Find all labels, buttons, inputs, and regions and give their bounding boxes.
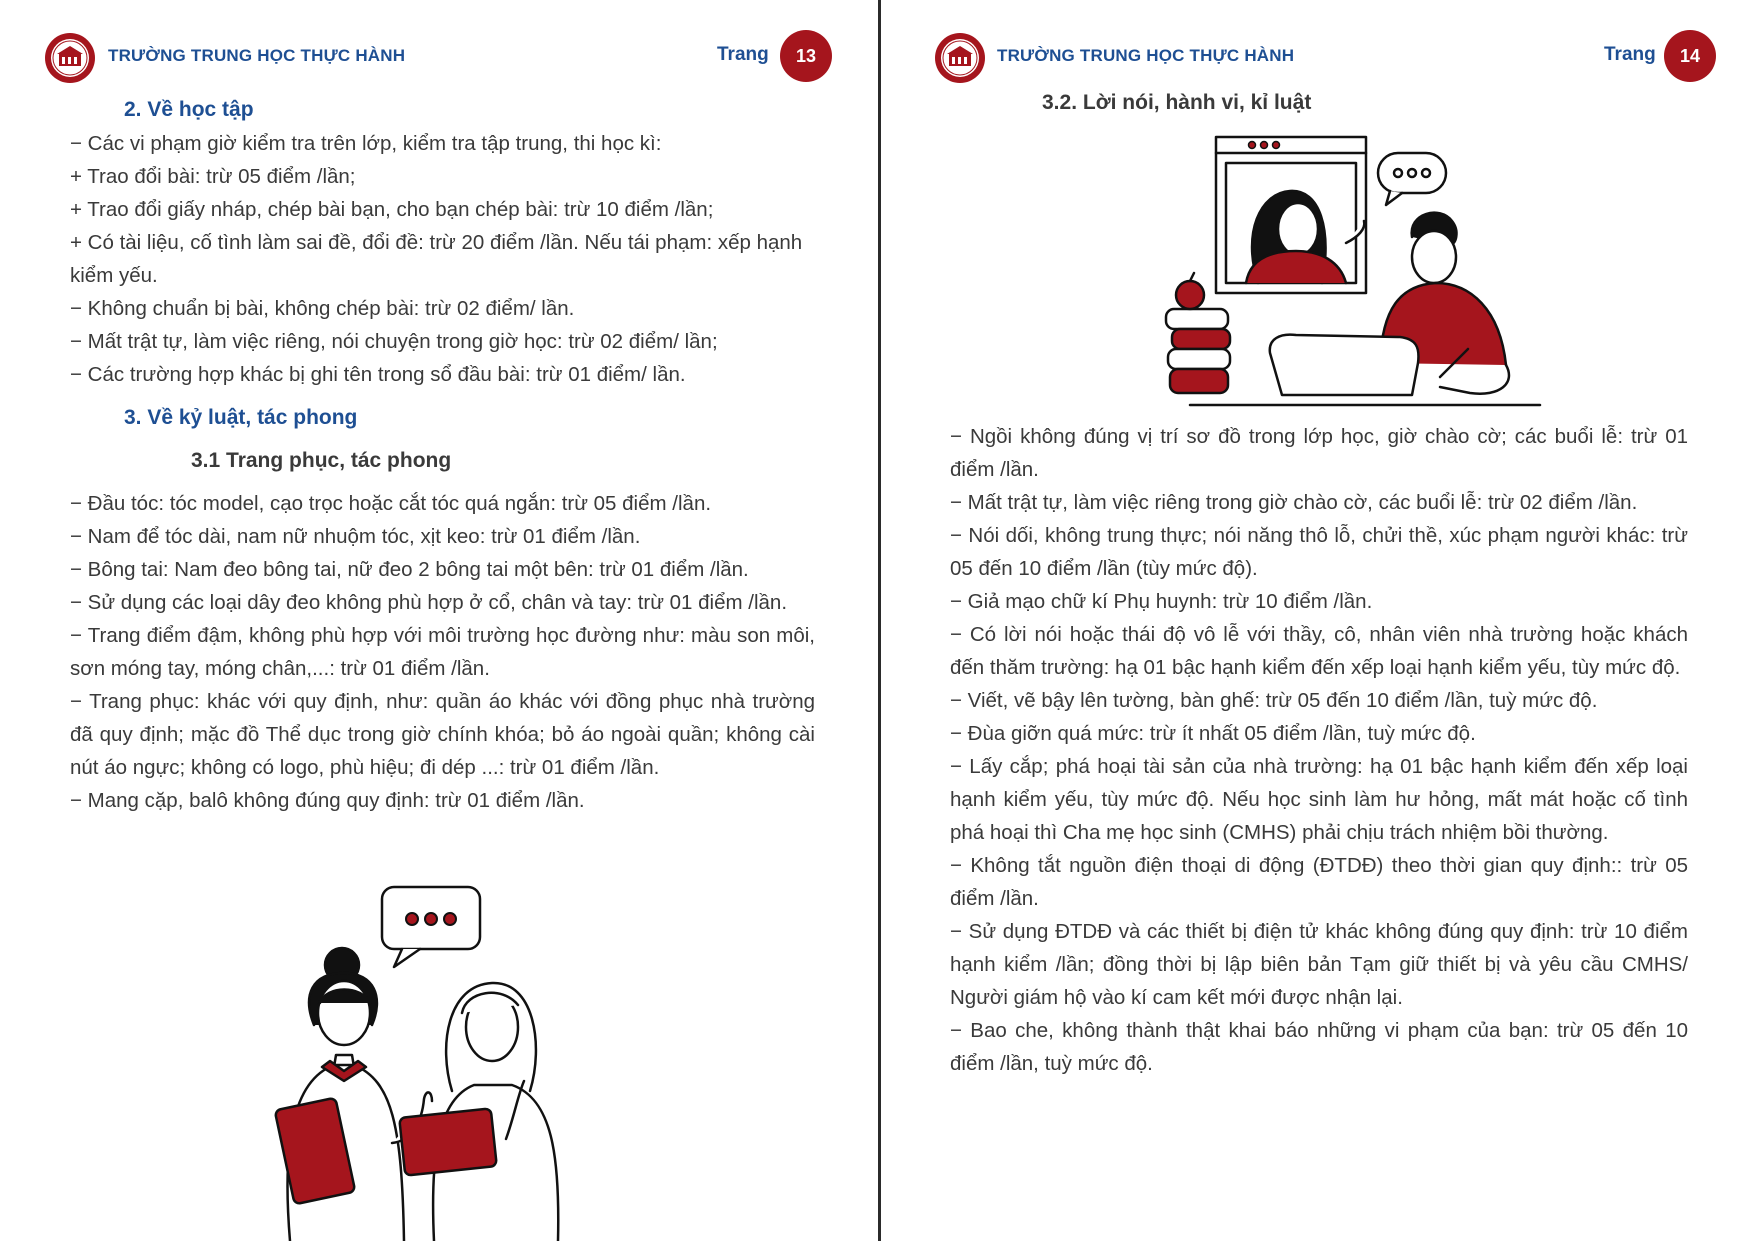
page-label: Trang — [717, 44, 769, 65]
list-item: + Trao đổi giấy nháp, chép bài bạn, cho bạn chép bài: trừ 10 điểm /lần; — [70, 198, 714, 221]
school-name: TRƯỜNG TRUNG HỌC THỰC HÀNH — [108, 46, 406, 65]
heading-discipline: 3. Về kỷ luật, tác phong — [124, 406, 358, 429]
study-rules-list — [70, 127, 810, 391]
online-learning-illustration — [1150, 133, 1550, 415]
list-item: + Trao đổi bài: trừ 05 điểm /lần; — [70, 165, 356, 188]
page-label: Trang — [1604, 44, 1656, 65]
list-item: − Mất trật tự, làm việc riêng trong giờ chào cờ, các buổi lễ: trừ 02 điểm /lần. — [950, 491, 1638, 514]
heading-conduct: 3.2. Lời nói, hành vi, kỉ luật — [1042, 91, 1312, 114]
page-number-badge: 13 — [780, 30, 832, 82]
list-item: − Ngồi không đúng vị trí sơ đồ trong lớp học, giờ chào cờ; các buổi lễ: trừ 01 điểm /lần. — [950, 425, 1688, 481]
list-item: − Trang phục: khác với quy định, như: quần áo khác với đồng phục nhà trường đã quy định; mặc đồ Thể dục trong giờ chính khóa; bỏ áo ngoài quần; không cài nút áo ngực; không có logo, phù hiệu; đi dép ...: trừ 01 điểm /lần. — [70, 690, 815, 779]
attire-rules-list — [70, 487, 815, 817]
school-name: TRƯỜNG TRUNG HỌC THỰC HÀNH — [997, 46, 1295, 65]
list-item: − Giả mạo chữ kí Phụ huynh: trừ 10 điểm /lần. — [950, 590, 1373, 613]
list-item: − Bao che, không thành thật khai báo những vi phạm của bạn: trừ 05 đến 10 điểm /lần, tuỳ mức độ. — [950, 1019, 1688, 1075]
list-item: − Các vi phạm giờ kiểm tra trên lớp, kiểm tra tập trung, thi học kì: — [70, 132, 662, 155]
heading-study: 2. Về học tập — [124, 98, 254, 121]
list-item: − Các trường hợp khác bị ghi tên trong sổ đầu bài: trừ 01 điểm/ lần. — [70, 363, 686, 386]
list-item: − Mất trật tự, làm việc riêng, nói chuyện trong giờ học: trừ 02 điểm/ lần; — [70, 330, 718, 353]
list-item: − Mang cặp, balô không đúng quy định: trừ 01 điểm /lần. — [70, 789, 585, 812]
list-item: − Không tắt nguồn điện thoại di động (ĐTDĐ) theo thời gian quy định:: trừ 05 điểm /lần. — [950, 854, 1688, 910]
students-talking-illustration — [262, 885, 592, 1241]
list-item: − Bông tai: Nam đeo bông tai, nữ đeo 2 bông tai một bên: trừ 01 điểm /lần. — [70, 558, 749, 581]
conduct-rules-list — [950, 420, 1688, 1080]
page-number-badge: 14 — [1664, 30, 1716, 82]
list-item: − Có lời nói hoặc thái độ vô lễ với thầy, cô, nhân viên nhà trường hoặc khách đến thăm trường: hạ 01 bậc hạnh kiểm đến xếp loại hạnh kiểm yếu, tùy mức độ. — [950, 623, 1688, 679]
list-item: − Sử dụng các loại dây đeo không phù hợp ở cổ, chân và tay: trừ 01 điểm /lần. — [70, 591, 788, 614]
list-item: − Trang điểm đậm, không phù hợp với môi trường học đường như: màu son môi, sơn móng tay, móng chân,...: trừ 01 điểm /lần. — [70, 624, 815, 680]
school-logo — [44, 32, 96, 84]
list-item: − Không chuẩn bị bài, không chép bài: trừ 02 điểm/ lần. — [70, 297, 575, 320]
school-logo — [934, 32, 986, 84]
list-item: − Lấy cắp; phá hoại tài sản của nhà trường: hạ 01 bậc hạnh kiểm đến xếp loại hạnh kiểm yếu, tùy mức độ. Nếu học sinh làm hư hỏng, mất mát hoặc cố tình phá hoại thì Cha mẹ học sinh (CMHS) phải chịu trách nhiệm bồi thường. — [950, 755, 1688, 844]
list-item: − Đầu tóc: tóc model, cạo trọc hoặc cắt tóc quá ngắn: trừ 05 điểm /lần. — [70, 492, 712, 515]
heading-attire: 3.1 Trang phục, tác phong — [191, 449, 452, 472]
list-item: − Sử dụng ĐTDĐ và các thiết bị điện tử khác không đúng quy định: trừ 10 điểm hạnh kiểm /lần; đồng thời bị lập biên bản Tạm giữ thiết bị và yêu cầu CMHS/ Người giám hộ vào kí cam kết mới được nhận lại. — [950, 920, 1688, 1009]
list-item: − Nói dối, không trung thực; nói năng thô lỗ, chửi thề, xúc phạm người khác: trừ 05 đến 10 điểm /lần (tùy mức độ). — [950, 524, 1688, 580]
list-item: − Đùa giỡn quá mức: trừ ít nhất 05 điểm /lần, tuỳ mức độ. — [950, 722, 1476, 745]
list-item: − Viết, vẽ bậy lên tường, bàn ghế: trừ 05 đến 10 điểm /lần, tuỳ mức độ. — [950, 689, 1598, 712]
list-item: − Nam để tóc dài, nam nữ nhuộm tóc, xịt keo: trừ 01 điểm /lần. — [70, 525, 641, 548]
list-item: + Có tài liệu, cố tình làm sai đề, đổi đề: trừ 20 điểm /lần. Nếu tái phạm: xếp hạnh kiểm yếu. — [70, 231, 803, 287]
